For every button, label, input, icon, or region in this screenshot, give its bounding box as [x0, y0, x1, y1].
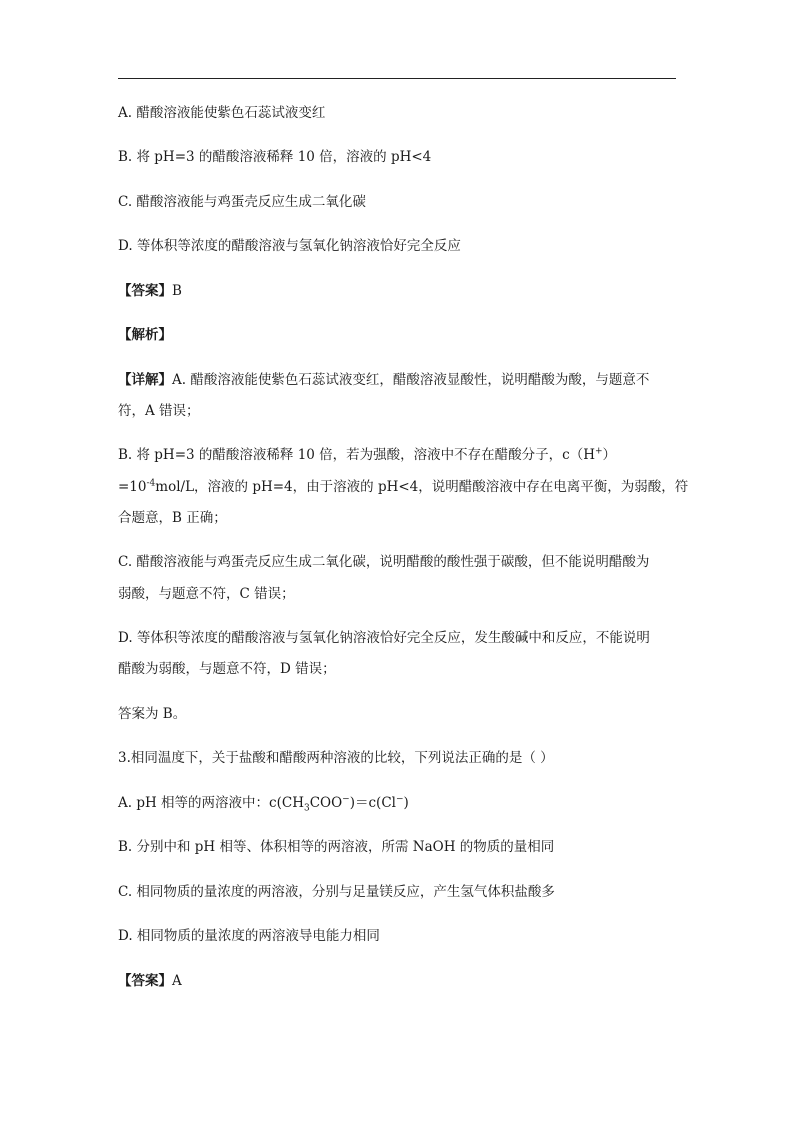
- detail-label: 【详解】: [118, 372, 172, 388]
- detail-c-line1: C. 醋酸溶液能与鸡蛋壳反应生成二氧化碳，说明醋酸的酸性强于碳酸，但不能说明醋酸为: [118, 554, 650, 570]
- q2-answer: [118, 282, 182, 300]
- detail-b2-sup: -4: [146, 478, 156, 489]
- q3-a-sub: 3: [303, 803, 310, 814]
- q3-option-c: C. 相同物质的量浓度的两溶液，分别与足量镁反应，产生氢气体积盐酸多: [118, 884, 555, 900]
- q3-option-d: D. 相同物质的量浓度的两溶液导电能力相同: [118, 928, 380, 944]
- header-rule: [118, 78, 676, 79]
- q3-a-mid2: )＝c(Cl: [349, 795, 396, 811]
- q2-conclusion: 答案为 B。: [118, 706, 187, 722]
- detail-a-text: A. 醋酸溶液能使紫色石蕊试液变红，醋酸溶液显酸性，说明醋酸为酸，与题意不: [172, 372, 650, 388]
- detail-d-line1: D. 等体积等浓度的醋酸溶液与氢氧化钠溶液恰好完全反应，发生酸碱中和反应，不能说明: [118, 630, 650, 646]
- detail-b1-post: ）: [602, 447, 617, 463]
- q3-answer-value: A: [172, 973, 182, 989]
- q3-a-sup1: −: [342, 794, 350, 805]
- q3-a-pre: A. pH 相等的两溶液中：c(CH: [118, 795, 304, 811]
- detail-b-line3: 合题意，B 正确；: [118, 510, 227, 526]
- q3-answer-label: 【答案】: [118, 973, 172, 989]
- answer-label: 【答案】: [118, 283, 172, 299]
- analysis-label: 【解析】: [118, 327, 172, 343]
- detail-b1-sup: +: [595, 446, 603, 457]
- q3-answer: [118, 972, 182, 990]
- q3-a-post: ): [403, 795, 409, 811]
- detail-b-line1: [118, 446, 616, 464]
- detail-a-line1: [118, 371, 649, 389]
- detail-b1-text: B. 将 pH=3 的醋酸溶液稀释 10 倍，若为强酸，溶液中不存在醋酸分子，c（H: [118, 447, 595, 463]
- detail-b2-post: mol/L，溶液的 pH=4，由于溶液的 pH<4，说明醋酸溶液中存在电离平衡，为弱酸，符: [155, 479, 689, 495]
- detail-a-line2: 符，A 错误；: [118, 403, 200, 419]
- detail-d-line2: 醋酸为弱酸，与题意不符，D 错误；: [118, 661, 336, 677]
- q2-option-c: C. 醋酸溶液能与鸡蛋壳反应生成二氧化碳: [118, 194, 366, 210]
- q3-option-a: [118, 794, 409, 812]
- detail-b2-pre: =10: [118, 479, 147, 495]
- q3-option-b: B. 分别中和 pH 相等、体积相等的两溶液，所需 NaOH 的物质的量相同: [118, 839, 555, 855]
- q3-a-sup2: −: [395, 794, 404, 805]
- q3-a-mid: COO: [309, 795, 343, 811]
- q2-option-b: B. 将 pH=3 的醋酸溶液稀释 10 倍，溶液的 pH<4: [118, 149, 432, 165]
- q3-stem: 3.相同温度下，关于盐酸和醋酸两种溶液的比较，下列说法正确的是（ ）: [118, 750, 554, 766]
- detail-c-line2: 弱酸，与题意不符，C 错误；: [118, 586, 295, 602]
- detail-b-line2: [118, 478, 688, 496]
- q2-option-d: D. 等体积等浓度的醋酸溶液与氢氧化钠溶液恰好完全反应: [118, 238, 461, 254]
- q2-option-a: A. 醋酸溶液能使紫色石蕊试液变红: [118, 105, 326, 121]
- answer-value: B: [172, 283, 182, 299]
